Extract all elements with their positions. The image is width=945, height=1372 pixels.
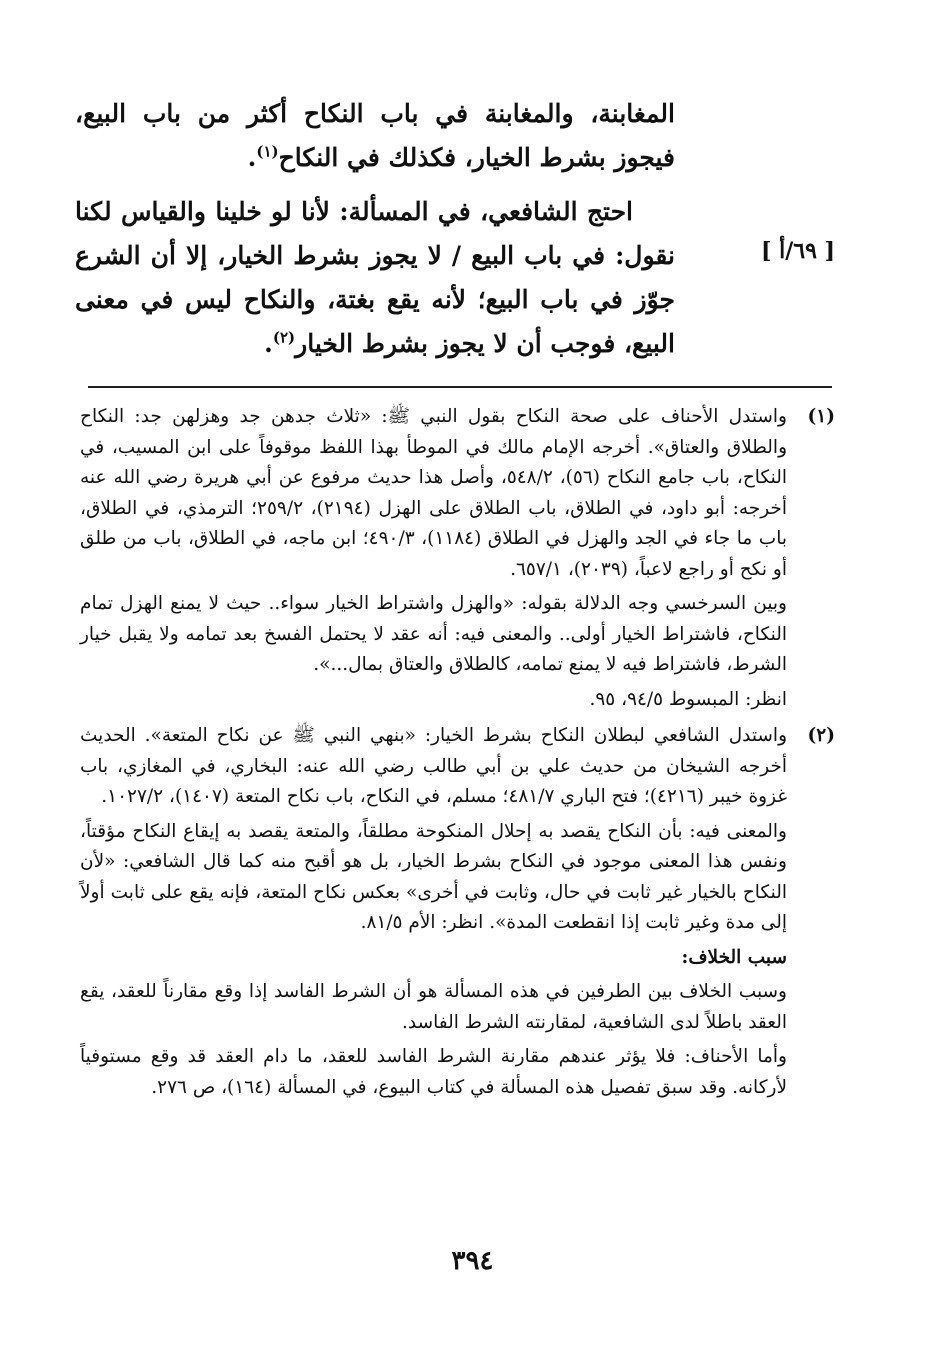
footnote-paragraph: وأما الأحناف: فلا يؤثر عندهم مقارنة الشرط الفاسد للعقد، ما دام العقد قد وقع مستوفياً لأركانه. وقد سبق تفصيل هذه المسألة في كتاب البيوع، في المسألة (١٦٤)، ص ٢٧٦. (80, 1046, 787, 1098)
footnote-paragraph: واستدل الأحناف على صحة النكاح بقول النبي ﷺ: «ثلاث جدهن جد وهزلهن جد: النكاح والطلاق والعتاق». أخرجه الإمام مالك في الموطأ بهذا اللفظ موقوفاً على ابن المسيب، في النكاح، باب جامع النكاح (٥٦)، ٥٤٨/٢، وأصل هذا حديث مرفوع عن أبي هريرة رضي الله عنه أخرجه: أبو داود، في الطلاق، باب الطلاق على الهزل (٢١٩٤)، ٢٥٩/٢؛ الترمذي، في الطلاق، باب ما جاء في الجد والهزل في الطلاق (١١٨٤)، ٤٩٠/٣؛ ابن ماجه، في الطلاق، باب من طلق أو نكح أو راجع لاعباً، (٢٠٣٩)، ٦٥٧/١. (80, 406, 787, 580)
footnote-1 (80, 402, 835, 715)
footnote-paragraph: والمعنى فيه: بأن النكاح يقصد به إحلال المنكوحة مطلقاً، والمتعة يقصد به إيقاع النكاح مؤقتاً، ونفس هذا المعنى موجود في النكاح بشرط الخيار، بل هو أقبح منه كما قال الشافعي: «لأن النكاح بالخيار غير ثابت في حال، وثابت في أخرى» بعكس نكاح المتعة، فإنه يقع على ثابت أولاً إلى مدة وغير ثابت إذا انقطعت المدة». انظر: الأم ٨١/٥. (80, 820, 787, 933)
footnote-subheading: سبب الخلاف: (681, 946, 787, 968)
footnote-paragraph: واستدل الشافعي لبطلان النكاح بشرط الخيار: «بنهي النبي ﷺ عن نكاح المتعة». الحديث أخرجه الشيخان من حديث علي بن أبي طالب رضي الله عنه: البخاري، في المغازي، باب غزوة خيبر (٤٢١٦)؛ فتح الباري ٤٨١/٧؛ مسلم، في النكاح، باب نكاح المتعة (١٤٠٧)، ١٠٢٧/٢. (80, 725, 787, 807)
footnote-ref-1[interactable]: (١) (256, 142, 279, 161)
main-text-block (75, 92, 675, 366)
main-paragraph-2: احتج الشافعي، في المسألة: لأنا لو خلينا والقياس لكنا نقول: في باب البيع / لا يجوز بشرط الخيار، إلا أن الشرع جوّز في باب البيع؛ لأنه يقع بغتة، والنكاح ليس في معنى البيع، فوجب أن لا يجوز بشرط الخيار$^{(٢)}$. (75, 197, 675, 358)
footnote-ref-2[interactable]: (٢) (272, 328, 296, 347)
footnote-number: (١) (807, 406, 835, 427)
manuscript-folio-marker: [ ٦٩/أ ] (761, 238, 835, 264)
footnote-separator (88, 386, 832, 388)
footnote-number: (٢) (807, 725, 835, 746)
footnotes-section (80, 402, 835, 1109)
footnote-paragraph: وبين السرخسي وجه الدلالة بقوله: «والهزل واشتراط الخيار سواء.. حيث لا يمنع الهزل تمام النكاح، فاشتراط الخيار أولى.. والمعنى فيه: أنه عقد لا يحتمل الفسخ بعد تمامه ولا يقبل خيار الشرط، فاشتراط فيه لا يمنع تمامه، كالطلاق والعتاق بمال...». (80, 593, 787, 675)
page-number: ٣٩٤ (451, 1246, 494, 1276)
footnote-2 (80, 721, 835, 1103)
main-paragraph-1: المغابنة، والمغابنة في باب النكاح أكثر من باب البيع، فيجوز بشرط الخيار، فكذلك في النكاح$^{(١)}$. (75, 99, 675, 172)
footnote-paragraph: انظر: المبسوط ٩٤/٥، ٩٥. (589, 688, 787, 710)
footnote-paragraph: وسبب الخلاف بين الطرفين في هذه المسألة هو أن الشرط الفاسد إذا وقع مقارناً للعقد، يقع العقد باطلاً لدى الشافعية، لمقارنته الشرط الفاسد. (80, 981, 787, 1033)
